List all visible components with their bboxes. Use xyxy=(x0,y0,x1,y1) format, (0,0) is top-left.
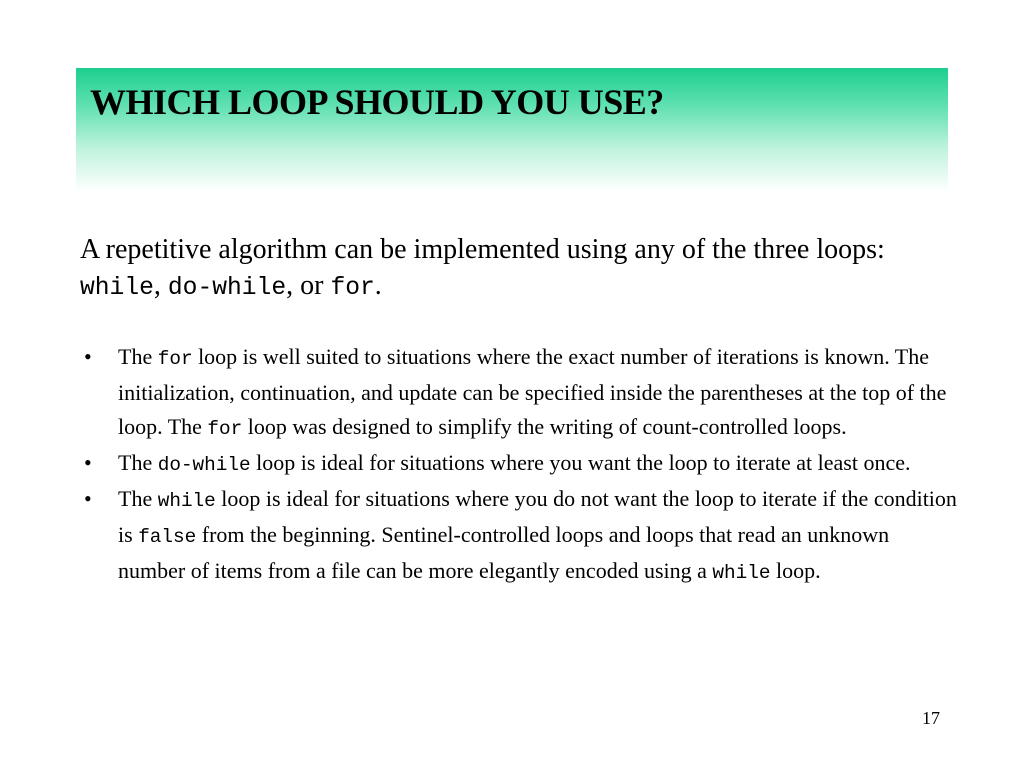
slide-title: WHICH LOOP SHOULD YOU USE? xyxy=(90,82,664,122)
bullet-text: loop. xyxy=(770,558,821,583)
page-number: 17 xyxy=(922,708,940,728)
code-while: while xyxy=(80,274,154,302)
bullet-text: The xyxy=(118,486,158,511)
bullet-item-do-while xyxy=(80,446,960,482)
bullet-marker: • xyxy=(84,450,92,475)
bullet-item-for xyxy=(80,340,960,446)
bullet-list xyxy=(80,340,960,590)
bullet-marker: • xyxy=(84,486,92,511)
bullet-text: loop is ideal for situations where you want the loop to iterate at least once. xyxy=(250,450,911,475)
bullet-text: loop is ideal for situations where you do not want the loop to iterate if the condition is xyxy=(118,486,957,547)
bullet-text: The xyxy=(118,450,158,475)
intro-separator: , or xyxy=(286,270,331,301)
code-for: for xyxy=(207,418,243,440)
bullet-text: loop was designed to simplify the writing of count-controlled loops. xyxy=(242,414,847,439)
code-while: while xyxy=(157,490,216,512)
bullet-text: from the beginning. Sentinel-controlled loops and loops that read an unknown number of items from a file can be more elegantly encoded using a xyxy=(118,522,890,583)
code-do-while: do-while xyxy=(157,454,251,476)
bullet-marker: • xyxy=(84,344,92,369)
bullet-text: The xyxy=(118,344,158,369)
intro-separator: , xyxy=(153,270,168,301)
intro-paragraph xyxy=(80,232,920,306)
bullet-item-while xyxy=(80,482,960,590)
code-do-while: do-while xyxy=(167,274,287,302)
bullet-text: loop is well suited to situations where the exact number of iterations is known. The initialization, continuation, and update can be specified inside the parentheses at the top of the loop. The xyxy=(118,344,947,439)
code-for: for xyxy=(330,274,375,302)
code-for: for xyxy=(157,348,193,370)
intro-end: . xyxy=(374,270,382,301)
intro-text: A repetitive algorithm can be implemented using any of the three loops: xyxy=(80,234,885,265)
code-while: while xyxy=(712,562,771,584)
code-false: false xyxy=(138,526,197,548)
